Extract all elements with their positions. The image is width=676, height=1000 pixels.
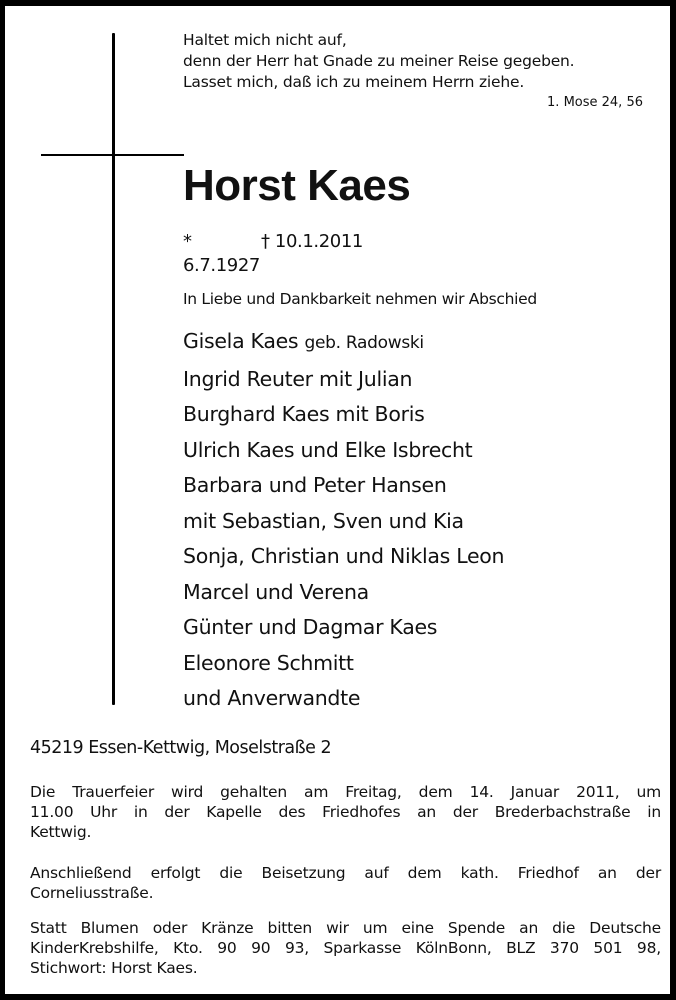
obituary-notice <box>5 6 670 994</box>
paragraph-line: Stichwort: Horst Kaes. <box>30 959 198 977</box>
burial-info <box>30 863 661 903</box>
mourner-item: Barbara und Peter Hansen <box>183 473 447 497</box>
funeral-service-info <box>30 782 661 842</box>
verse-line: denn der Herr hat Gnade zu meiner Reise gegeben. <box>183 52 575 70</box>
paragraph-line: Anschließend erfolgt die Beisetzung auf dem kath. Friedhof an der <box>30 864 661 882</box>
paragraph-line: Kettwig. <box>30 823 92 841</box>
birth-date: * 6.7.1927 <box>183 231 260 276</box>
mourner-item: Ulrich Kaes und Elke Isbrecht <box>183 437 473 462</box>
mourners-list <box>183 324 504 717</box>
mourner-item: Günter und Dagmar Kaes <box>183 615 438 639</box>
paragraph-line: KinderKrebshilfe, Kto. 90 90 93, Sparkasse KölnBonn, BLZ 370 501 98, <box>30 939 661 957</box>
mourner-item: und Anverwandte <box>183 686 361 710</box>
family-address: 45219 Essen-Kettwig, Moselstraße 2 <box>30 738 332 758</box>
verse-line: Haltet mich nicht auf, <box>183 31 347 49</box>
life-dates <box>183 230 363 278</box>
paragraph-line: Die Trauerfeier wird gehalten am Freitag, dem 14. Januar 2011, um <box>30 783 661 801</box>
mourner-item: Burghard Kaes mit Boris <box>183 402 425 426</box>
mourner-item: Marcel und Verena <box>183 579 369 604</box>
verse-line: Lasset mich, daß ich zu meinem Herrn ziehe. <box>183 73 525 91</box>
mourner-item: mit Sebastian, Sven und Kia <box>183 508 464 533</box>
farewell-line: In Liebe und Dankbarkeit nehmen wir Abschied <box>183 290 537 308</box>
death-date: † 10.1.2011 <box>261 231 363 252</box>
paragraph-line: Corneliusstraße. <box>30 884 154 902</box>
mourner-item: Sonja, Christian und Niklas Leon <box>183 544 505 568</box>
mourner-item: Ingrid Reuter mit Julian <box>183 366 413 391</box>
paragraph-line: Statt Blumen oder Kränze bitten wir um eine Spende an die Deutsche <box>30 919 661 937</box>
bible-verse <box>183 30 643 93</box>
mourner-maiden-name: geb. Radowski <box>304 333 424 353</box>
donation-info <box>30 918 661 978</box>
mourner-item: Eleonore Schmitt <box>183 650 354 675</box>
cross-icon-vertical-bar <box>112 33 115 705</box>
mourner-item <box>183 324 504 362</box>
paragraph-line: 11.00 Uhr in der Kapelle des Friedhofes an der Brederbachstraße in <box>30 803 661 821</box>
cross-icon-horizontal-bar <box>41 154 184 156</box>
mourner-name: Gisela Kaes <box>183 329 299 353</box>
verse-reference: 1. Mose 24, 56 <box>547 95 643 110</box>
deceased-name: Horst Kaes <box>183 161 411 210</box>
